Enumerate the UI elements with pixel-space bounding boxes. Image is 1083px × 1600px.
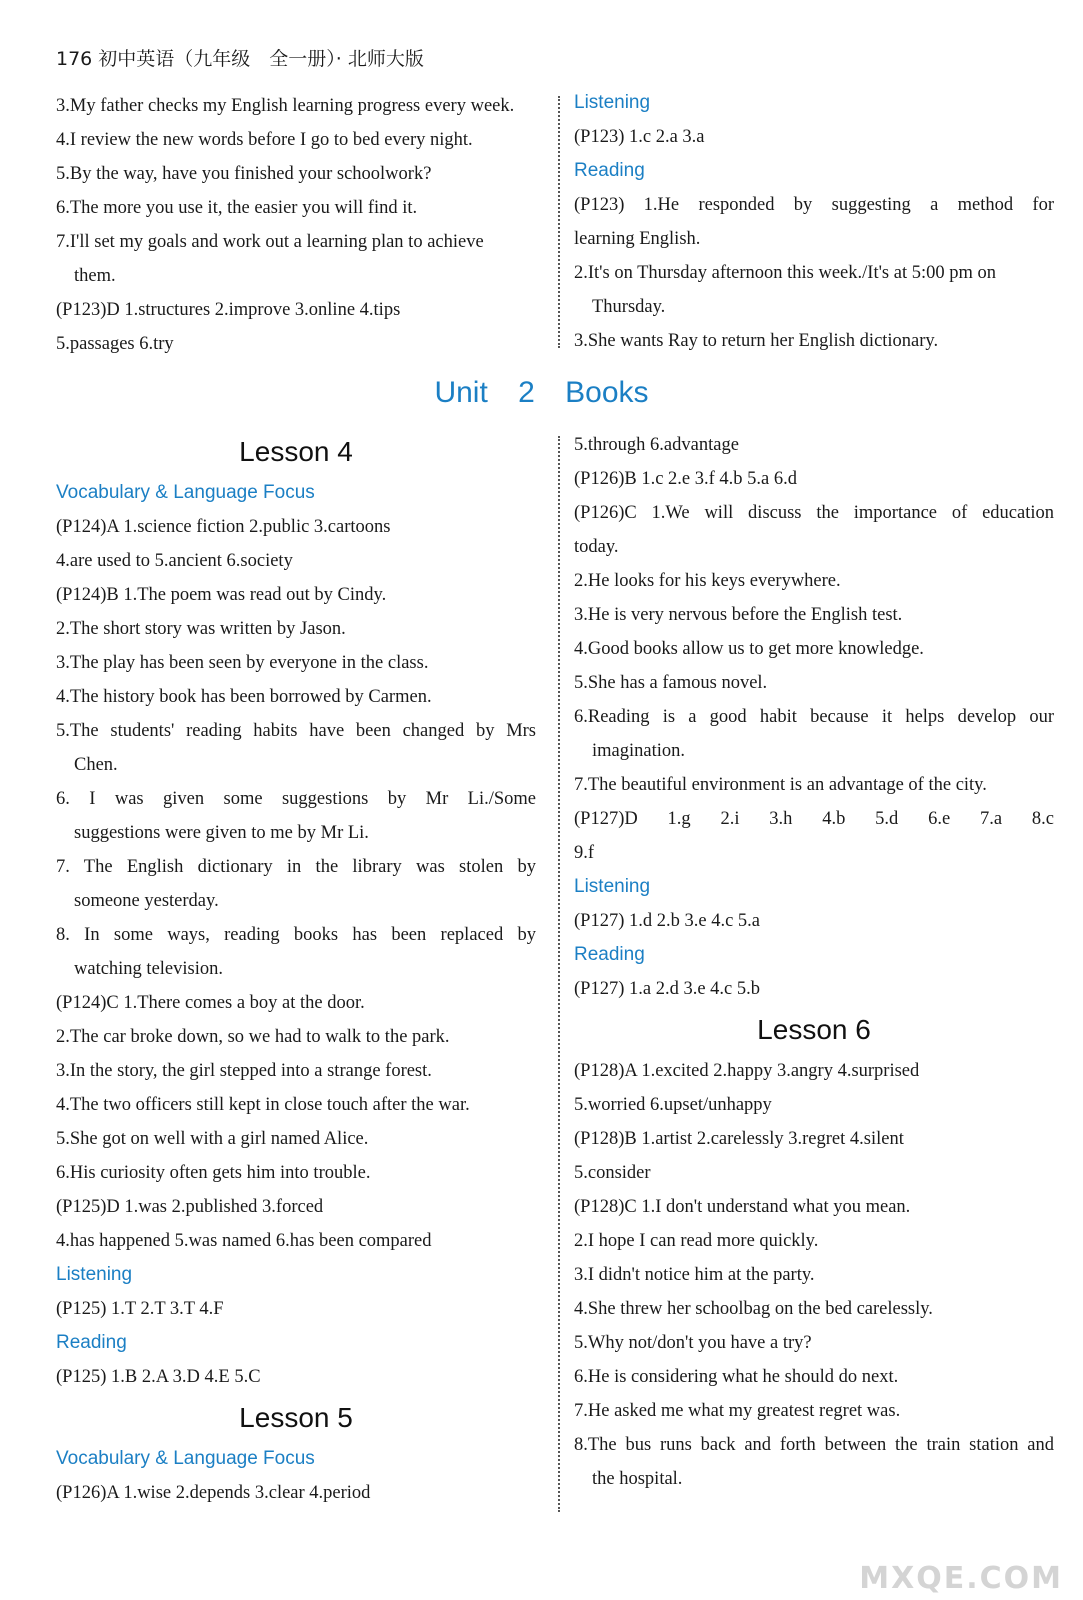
answer-line: 8.The bus runs back and forth between the train station and bbox=[574, 1435, 1054, 1455]
answer-line: 6. I was given some suggestions by Mr Li./Some bbox=[56, 789, 536, 809]
answer-line: 5.passages 6.try bbox=[56, 334, 174, 354]
answer-line: (P128)C 1.I don't understand what you mean. bbox=[574, 1197, 911, 1217]
answer-line: 7.The beautiful environment is an advantage of the city. bbox=[574, 775, 987, 795]
answer-line: 4.I review the new words before I go to bed every night. bbox=[56, 130, 473, 150]
section-heading: Listening bbox=[574, 876, 651, 897]
answer-line: 5.By the way, have you finished your schoolwork? bbox=[56, 164, 432, 184]
top-right-column bbox=[574, 86, 1054, 358]
answer-line: 5.through 6.advantage bbox=[574, 435, 739, 455]
section-heading: Reading bbox=[574, 944, 645, 965]
answer-line: (P127) 1.d 2.b 3.e 4.c 5.a bbox=[574, 911, 760, 931]
answer-line: (P128)B 1.artist 2.carelessly 3.regret 4.silent bbox=[574, 1129, 904, 1149]
section-heading: Vocabulary & Language Focus bbox=[56, 1448, 315, 1469]
answer-line: someone yesterday. bbox=[74, 891, 219, 911]
answer-line: (P125) 1.B 2.A 3.D 4.E 5.C bbox=[56, 1367, 261, 1387]
answer-line: 4.She threw her schoolbag on the bed carelessly. bbox=[574, 1299, 933, 1319]
answer-line: 4.Good books allow us to get more knowledge. bbox=[574, 639, 924, 659]
answer-line: (P125)D 1.was 2.published 3.forced bbox=[56, 1197, 324, 1217]
answer-line: 2.I hope I can read more quickly. bbox=[574, 1231, 819, 1251]
answer-line: (P126)C 1.We will discuss the importance of education bbox=[574, 503, 1054, 523]
answer-line: 7.I'll set my goals and work out a learning plan to achieve bbox=[56, 232, 484, 252]
answer-line: Thursday. bbox=[592, 297, 666, 317]
answer-line: 5.Why not/don't you have a try? bbox=[574, 1333, 812, 1353]
answer-line: 2.It's on Thursday afternoon this week./It's at 5:00 pm on bbox=[574, 263, 996, 283]
watermark-logo: MXQE.COM bbox=[859, 1561, 1063, 1596]
answer-line: 5.The students' reading habits have been changed by Mrs bbox=[56, 721, 536, 741]
page-header: 176 初中英语（九年级 全一册）· 北师大版 bbox=[56, 48, 424, 70]
answer-line: watching television. bbox=[74, 959, 223, 979]
answer-line: 7.He asked me what my greatest regret was. bbox=[574, 1401, 901, 1421]
answer-line: today. bbox=[574, 537, 619, 557]
bottom-right-column bbox=[574, 428, 1054, 1496]
answer-line: them. bbox=[74, 266, 116, 286]
answer-line: 3.I didn't notice him at the party. bbox=[574, 1265, 815, 1285]
answer-line: (P125) 1.T 2.T 3.T 4.F bbox=[56, 1299, 224, 1319]
bottom-left-column bbox=[56, 428, 536, 1510]
section-heading: Reading bbox=[574, 160, 645, 181]
answer-line: 2.He looks for his keys everywhere. bbox=[574, 571, 841, 591]
answer-line: suggestions were given to me by Mr Li. bbox=[74, 823, 369, 843]
answer-line: 4.are used to 5.ancient 6.society bbox=[56, 551, 293, 571]
lesson-title: Lesson 4 bbox=[239, 436, 353, 467]
answer-line: (P124)C 1.There comes a boy at the door. bbox=[56, 993, 365, 1013]
answer-line: (P124)A 1.science fiction 2.public 3.cartoons bbox=[56, 517, 391, 537]
answer-line: (P128)A 1.excited 2.happy 3.angry 4.surprised bbox=[574, 1061, 920, 1081]
answer-line: (P127) 1.a 2.d 3.e 4.c 5.b bbox=[574, 979, 760, 999]
answer-line: 3.He is very nervous before the English test. bbox=[574, 605, 903, 625]
lesson-title: Lesson 6 bbox=[757, 1014, 871, 1045]
answer-line: (P123)D 1.structures 2.improve 3.online 4.tips bbox=[56, 300, 401, 320]
answer-line: (P127)D 1.g 2.i 3.h 4.b 5.d 6.e 7.a 8.c bbox=[574, 809, 1054, 829]
answer-line: 2.The short story was written by Jason. bbox=[56, 619, 346, 639]
answer-line: 3.My father checks my English learning progress every week. bbox=[56, 96, 515, 116]
bottom-column-divider bbox=[558, 436, 560, 1512]
top-left-column bbox=[56, 89, 536, 361]
lesson-title: Lesson 5 bbox=[239, 1402, 353, 1433]
answer-line: 3.She wants Ray to return her English dictionary. bbox=[574, 331, 939, 351]
top-column-divider bbox=[558, 96, 560, 348]
answer-line: 6.Reading is a good habit because it helps develop our bbox=[574, 707, 1054, 727]
answer-line: 2.The car broke down, so we had to walk to the park. bbox=[56, 1027, 450, 1047]
answer-line: Chen. bbox=[74, 755, 118, 775]
answer-line: (P123) 1.He responded by suggesting a method for bbox=[574, 195, 1054, 215]
answer-line: 4.The history book has been borrowed by Carmen. bbox=[56, 687, 432, 707]
answer-line: 6.The more you use it, the easier you will find it. bbox=[56, 198, 418, 218]
answer-line: 7. The English dictionary in the library was stolen by bbox=[56, 857, 536, 877]
answer-line: 5.She has a famous novel. bbox=[574, 673, 768, 693]
answer-line: the hospital. bbox=[592, 1469, 683, 1489]
answer-line: 4.The two officers still kept in close touch after the war. bbox=[56, 1095, 470, 1115]
unit-title: Unit 2 Books bbox=[434, 376, 649, 409]
answer-line: (P123) 1.c 2.a 3.a bbox=[574, 127, 705, 147]
answer-line: 6.He is considering what he should do next. bbox=[574, 1367, 899, 1387]
answer-line: 9.f bbox=[574, 843, 595, 863]
section-heading: Listening bbox=[574, 92, 651, 113]
answer-line: 6.His curiosity often gets him into trouble. bbox=[56, 1163, 371, 1183]
section-heading: Reading bbox=[56, 1332, 127, 1353]
answer-line: (P124)B 1.The poem was read out by Cindy. bbox=[56, 585, 387, 605]
answer-line: 4.has happened 5.was named 6.has been compared bbox=[56, 1231, 432, 1251]
answer-line: 5.worried 6.upset/unhappy bbox=[574, 1095, 772, 1115]
answer-line: (P126)B 1.c 2.e 3.f 4.b 5.a 6.d bbox=[574, 469, 797, 489]
section-heading: Vocabulary & Language Focus bbox=[56, 482, 315, 503]
answer-line: 8. In some ways, reading books has been replaced by bbox=[56, 925, 536, 945]
answer-line: 3.In the story, the girl stepped into a strange forest. bbox=[56, 1061, 432, 1081]
answer-line: imagination. bbox=[592, 741, 685, 761]
section-heading: Listening bbox=[56, 1264, 133, 1285]
answer-line: learning English. bbox=[574, 229, 701, 249]
answer-line: 3.The play has been seen by everyone in the class. bbox=[56, 653, 429, 673]
answer-line: 5.consider bbox=[574, 1163, 651, 1183]
answer-line: 5.She got on well with a girl named Alice. bbox=[56, 1129, 369, 1149]
answer-line: (P126)A 1.wise 2.depends 3.clear 4.period bbox=[56, 1483, 371, 1503]
